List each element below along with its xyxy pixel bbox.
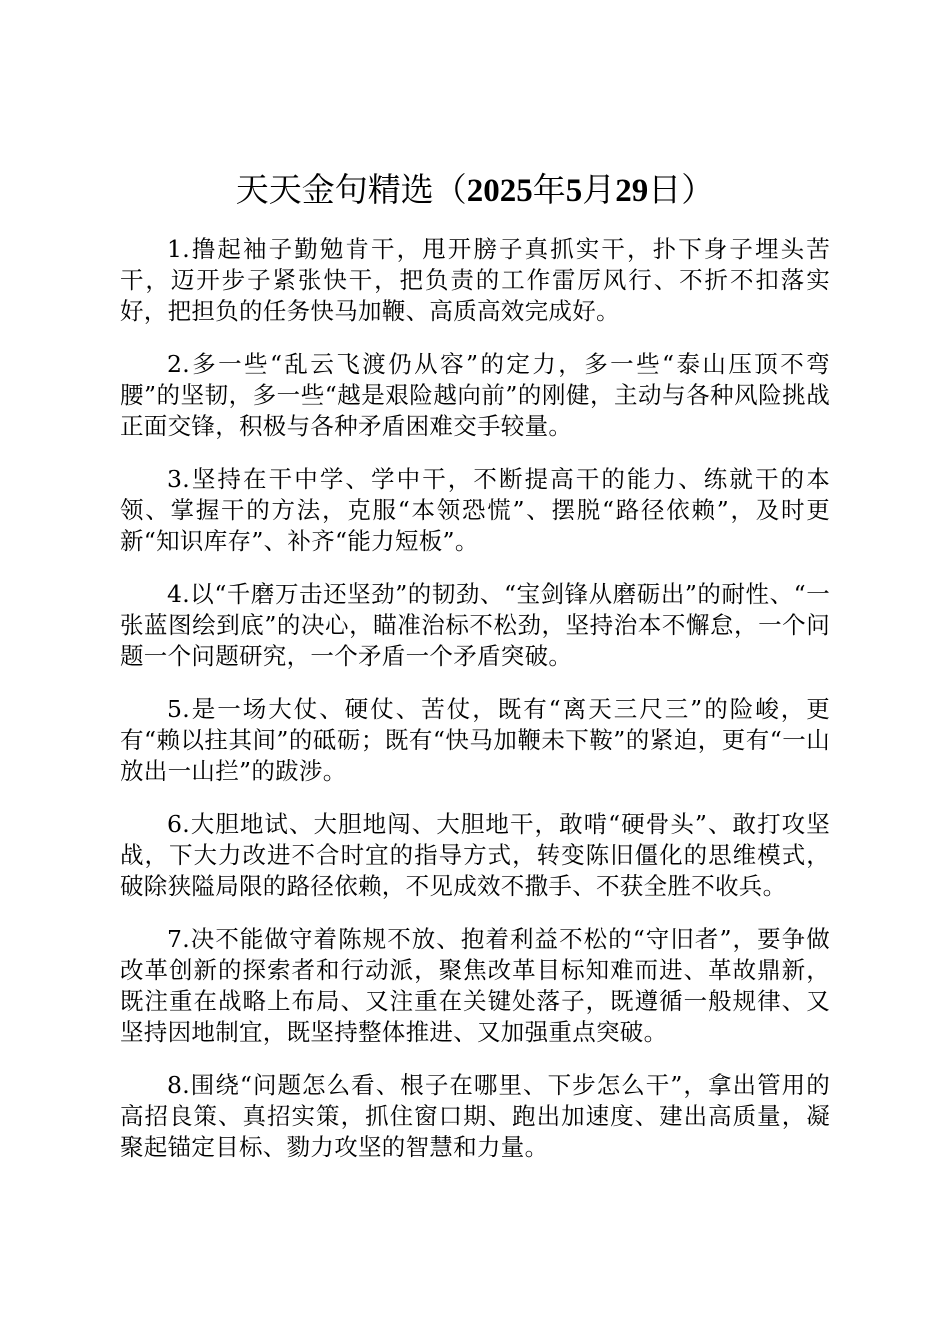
title-month: 5 xyxy=(565,173,583,209)
title-year: 2025 xyxy=(466,173,533,209)
paragraph-7: 7.决不能做守着陈规不放、抱着利益不松的“守旧者”，要争做改革创新的探索者和行动派，聚焦改革目标知难而进、革故鼎新，既注重在战略上布局、又注重在关键处落子，既遵循一般规律、又坚持因地制宜，既坚持整体推进、又加强重点突破。 xyxy=(120,925,830,1046)
paragraph-8: 8.围绕“问题怎么看、根子在哪里、下步怎么干”，拿出管用的高招良策、真招实策，抓住窗口期、跑出加速度、建出高质量，凝聚起锚定目标、勠力攻坚的智慧和力量。 xyxy=(120,1071,830,1161)
title-suffix: 日） xyxy=(648,170,715,209)
paragraph-3: 3.坚持在干中学、学中干，不断提高干的能力、练就干的本领、掌握干的方法，克服“本领恐慌”、摆脱“路径依赖”，及时更新“知识库存”、补齐“能力短板”。 xyxy=(120,465,830,555)
title-day: 29 xyxy=(615,173,649,209)
paragraph-4: 4.以“千磨万击还坚劲”的韧劲、“宝剑锋从磨砺出”的耐性、“一张蓝图绘到底”的决心，瞄准治标不松劲，坚持治本不懈怠，一个问题一个问题研究，一个矛盾一个矛盾突破。 xyxy=(120,580,830,670)
document-title xyxy=(120,165,830,216)
title-month-unit: 月 xyxy=(582,170,616,209)
document-page xyxy=(120,165,830,1185)
title-prefix: 天天金句精选（ xyxy=(235,170,467,209)
paragraph-6: 6.大胆地试、大胆地闯、大胆地干，敢啃“硬骨头”、敢打攻坚战，下大力改进不合时宜的指导方式，转变陈旧僵化的思维模式，破除狭隘局限的路径依赖，不见成效不撒手、不获全胜不收兵。 xyxy=(120,810,830,900)
paragraph-5: 5.是一场大仗、硬仗、苦仗，既有“离天三尺三”的险峻，更有“赖以拄其间”的砥砺；既有“快马加鞭未下鞍”的紧迫，更有“一山放出一山拦”的跋涉。 xyxy=(120,695,830,785)
title-year-unit: 年 xyxy=(532,170,566,209)
paragraph-1: 1.撸起袖子勤勉肯干，甩开膀子真抓实干，扑下身子埋头苦干，迈开步子紧张快干，把负责的工作雷厉风行、不折不扣落实好，把担负的任务快马加鞭、高质高效完成好。 xyxy=(120,235,830,325)
paragraph-2: 2.多一些“乱云飞渡仍从容”的定力，多一些“泰山压顶不弯腰”的坚韧，多一些“越是艰险越向前”的刚健，主动与各种风险挑战正面交锋，积极与各种矛盾困难交手较量。 xyxy=(120,350,830,440)
